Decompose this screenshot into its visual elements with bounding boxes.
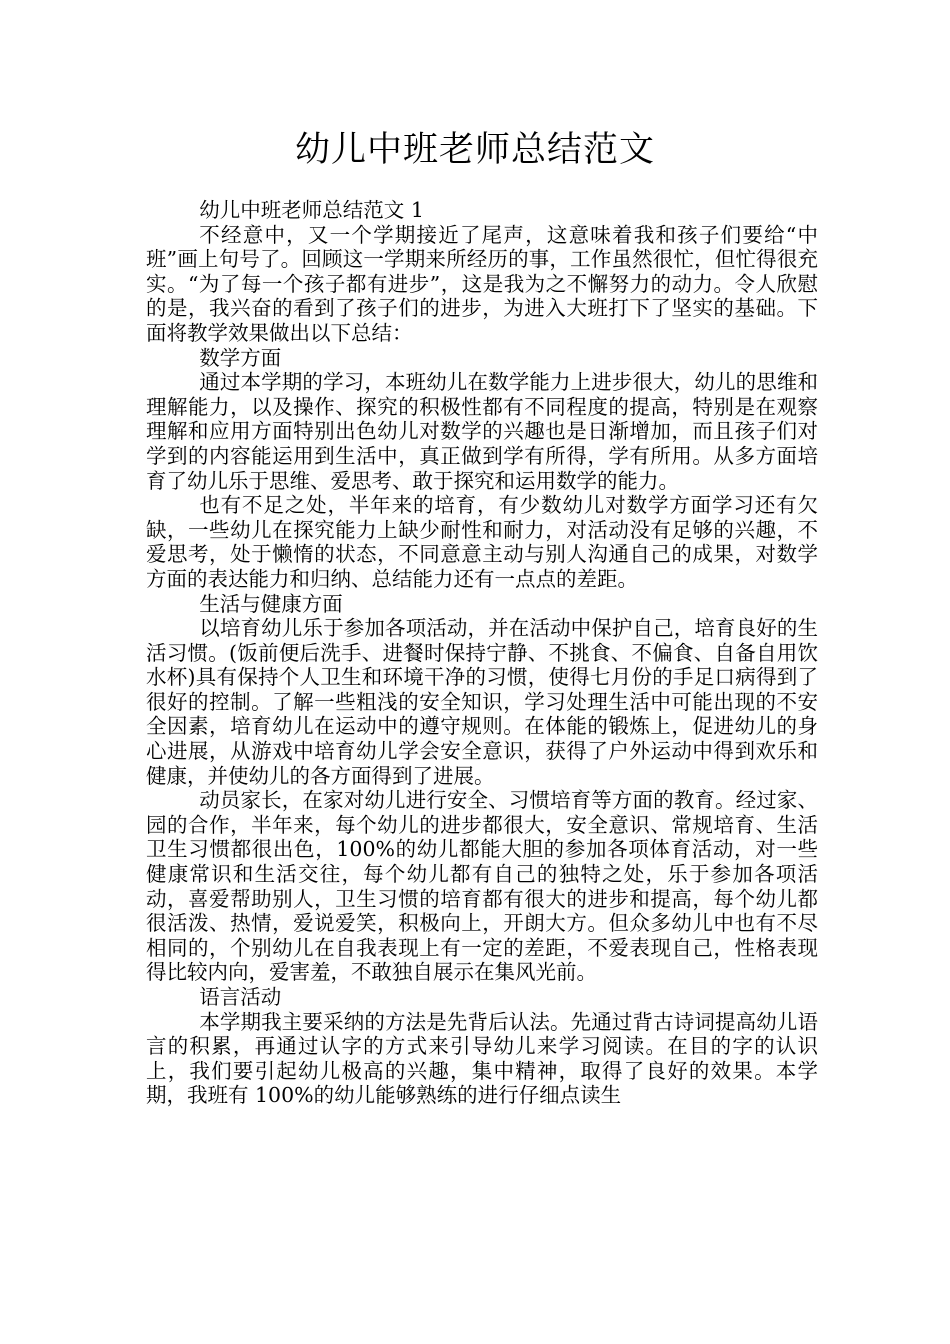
section-heading: 数学方面 [199, 345, 282, 370]
paragraph: 通过本学期的学习，本班幼儿在数学能力上进步很大，幼儿的思维和理解能力，以及操作、探究的积极性都有不同程度的提高，特别是在观察理解和应用方面特别出色幼儿对数学的兴趣也是日渐增加，而且孩子们对学到的内容能运用到生活中，真正做到学有所得，学有所用。从多方面培育了幼儿乐于思维、爱思考、敢于探究和运用数学的能力。 [146, 370, 818, 493]
document-body [146, 198, 818, 1108]
paragraph: 以培育幼儿乐于参加各项活动，并在活动中保护自己，培育良好的生活习惯。(饭前便后洗手、进餐时保持宁静、不挑食、不偏食、自备自用饮水杯)具有保持个人卫生和环境干净的习惯，使得七月份的手足口病得到了很好的控制。了解一些粗浅的安全知识，学习处理生活中可能出现的不安全因素，培育幼儿在运动中的遵守规则。在体能的锻炼上，促进幼儿的身心进展，从游戏中培育幼儿学会安全意识，获得了户外运动中得到欢乐和健康，并使幼儿的各方面得到了进展。 [146, 616, 818, 788]
section-heading: 幼儿中班老师总结范文 1 [199, 198, 424, 222]
paragraph: 动员家长，在家对幼儿进行安全、习惯培育等方面的教育。经过家、园的合作，半年来，每个幼儿的进步都很大，安全意识、常规培育、生活卫生习惯都很出色，100%的幼儿都能大胆的参加各项体育活动，对一些健康常识和生活交往，每个幼儿都有自己的独特之处，乐于参加各项活动，喜爱帮助别人，卫生习惯的培育都有很大的进步和提高，每个幼儿都很活泼、热情，爱说爱笑，积极向上，开朗大方。但众多幼儿中也有不尽相同的，个别幼儿在自我表现上有一定的差距，不爱表现自己，性格表现得比较内向，爱害羞，不敢独自展示在集风光前。 [146, 788, 818, 985]
paragraph: 本学期我主要采纳的方法是先背后认法。先通过背古诗词提高幼儿语言的积累，再通过认字的方式来引导幼儿来学习阅读。在目的字的认识上，我们要引起幼儿极高的兴趣，集中精神，取得了良好的效果。本学期，我班有 100%的幼儿能够熟练的进行仔细点读生 [146, 1009, 818, 1108]
paragraph: 也有不足之处，半年来的培育，有少数幼儿对数学方面学习还有欠缺，一些幼儿在探究能力上缺少耐性和耐力，对活动没有足够的兴趣，不爱思考，处于懒惰的状态，不同意意主动与别人沟通自己的成果，对数学方面的表达能力和归纳、总结能力还有一点点的差距。 [146, 493, 818, 591]
section-heading: 生活与健康方面 [199, 591, 343, 616]
paragraph: 不经意中，又一个学期接近了尾声，这意味着我和孩子们要给“中班”画上句号了。回顾这一学期来所经历的事，工作虽然很忙，但忙得很充实。“为了每一个孩子都有进步”，这是我为之不懈努力的动力。令人欣慰的是，我兴奋的看到了孩子们的进步，为进入大班打下了坚实的基础。下面将教学效果做出以下总结： [146, 222, 818, 345]
document-title: 幼儿中班老师总结范文 [294, 130, 655, 170]
section-heading: 语言活动 [199, 985, 282, 1009]
